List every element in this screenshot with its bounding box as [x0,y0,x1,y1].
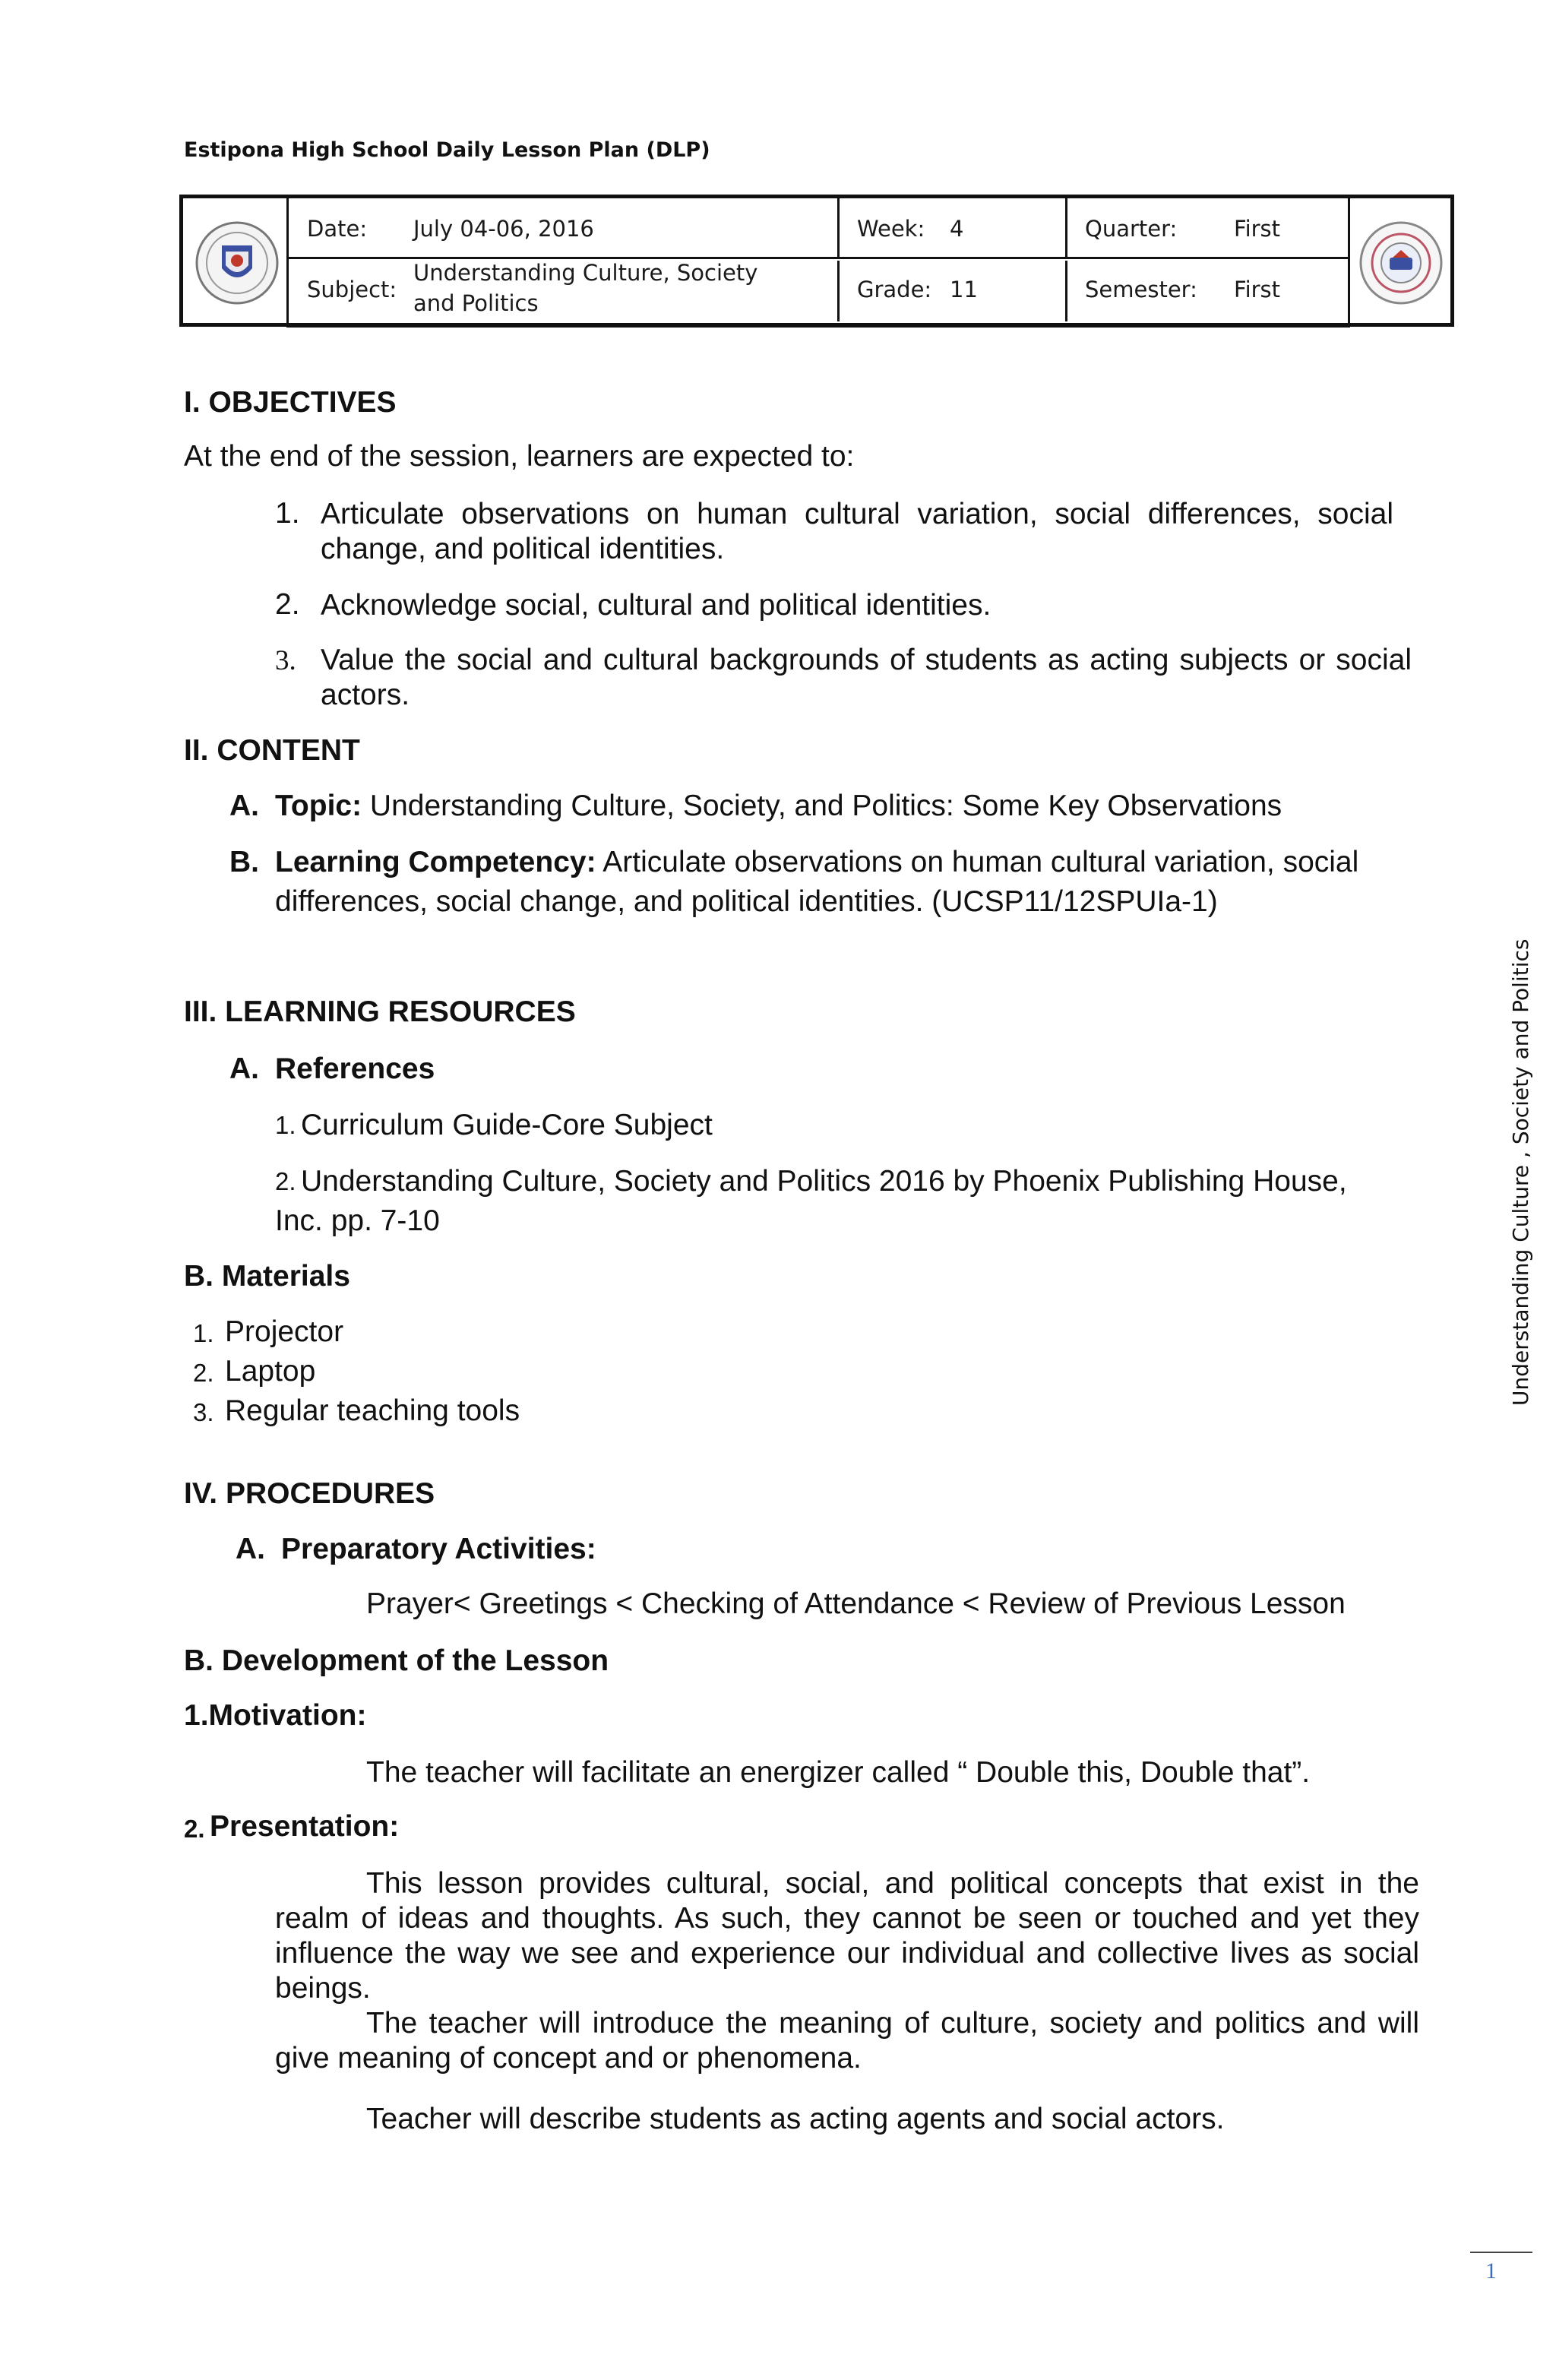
motivation-heading: 1.Motivation: [184,1699,367,1732]
presentation-para1-line3: influence the way we see and experience our individual and collective lives as social [275,1937,1419,1970]
objectives-intro: At the end of the session, learners are expected to: [184,440,855,473]
competency-text: Articulate observations on human cultural variation, social [596,846,1359,878]
quarter-value: First [1234,216,1281,242]
reference-2-text-line2: Inc. pp. 7-10 [275,1204,440,1237]
motivation-text: The teacher will facilitate an energizer called “ Double this, Double that”. [366,1756,1311,1789]
topic-label: Topic: [275,790,362,822]
references-heading: References [275,1052,435,1085]
presentation-para3: Teacher will describe students as acting agents and social actors. [366,2103,1225,2135]
grade-value: 11 [950,277,978,302]
content-topic-letter: A. [229,790,259,822]
header-table [179,195,1454,327]
competency-label: Learning Competency: [275,846,596,878]
material-3-number: 3. [193,1398,214,1426]
week-label: Week: [857,216,925,242]
content-competency [275,845,1358,880]
presentation-para1-line2: realm of ideas and thoughts. As such, they cannot be seen or touched and yet they [275,1902,1419,1935]
objective-3-number: 3. [275,645,296,676]
reference-1-text: Curriculum Guide-Core Subject [301,1109,713,1141]
content-competency-letter: B. [229,846,259,878]
page-number: 1 [1485,2258,1497,2283]
content-heading: II. CONTENT [184,734,360,767]
presentation-number: 2. [184,1815,205,1843]
subject-label: Subject: [307,277,397,302]
objective-1-number: 1. [275,497,300,530]
reference-2-number: 2. [275,1167,296,1195]
header-grid [286,198,1350,328]
references-letter: A. [229,1052,259,1085]
objective-2-line1: Acknowledge social, cultural and political identities. [321,589,991,622]
grade-label: Grade: [857,277,932,302]
resources-heading: III. LEARNING RESOURCES [184,995,576,1028]
competency-text-line2: differences, social change, and political identities. (UCSP11/12SPUIa-1) [275,885,1218,918]
side-running-title: Understanding Culture , Society and Politics [1508,938,1533,1406]
header-row-subject [289,261,1348,321]
preparatory-heading: Preparatory Activities: [281,1533,596,1565]
header-row-date [289,198,1348,259]
objective-2-number: 2. [275,588,300,621]
objective-3-line2: actors. [321,679,410,711]
subject-value-line2: and Politics [413,290,539,316]
week-value: 4 [950,216,964,242]
footer-divider [1470,2252,1532,2253]
semester-label: Semester: [1085,277,1197,302]
document-title: Estipona High School Daily Lesson Plan (DLP) [184,138,710,162]
procedures-heading: IV. PROCEDURES [184,1477,435,1510]
development-heading: B. Development of the Lesson [184,1644,609,1677]
presentation-para1-line1: This lesson provides cultural, social, and political concepts that exist in the [366,1867,1419,1900]
presentation-para2-line2: give meaning of concept and or phenomena. [275,2042,862,2075]
date-value: July 04-06, 2016 [413,216,594,242]
subject-value-line1: Understanding Culture, Society [413,260,758,286]
material-2-text: Laptop [225,1355,316,1388]
objectives-heading: I. OBJECTIVES [184,386,397,419]
material-2-number: 2. [193,1359,214,1387]
material-3-text: Regular teaching tools [225,1394,520,1427]
semester-value: First [1234,277,1281,302]
date-label: Date: [307,216,368,242]
content-topic [275,789,1282,824]
presentation-para1-line4: beings. [275,1972,371,2005]
objective-1-line2: change, and political identities. [321,533,725,565]
material-1-number: 1. [193,1319,214,1347]
deped-seal-icon [195,221,279,305]
reference-1-number: 1. [275,1111,296,1139]
topic-text: Understanding Culture, Society, and Politics: Some Key Observations [362,790,1282,822]
quarter-label: Quarter: [1085,216,1178,242]
school-seal-icon [1359,221,1443,305]
preparatory-text: Prayer< Greetings < Checking of Attendance < Review of Previous Lesson [366,1587,1346,1620]
materials-heading: B. Materials [184,1260,350,1293]
presentation-para2-line1: The teacher will introduce the meaning of culture, society and politics and will [366,2007,1419,2040]
preparatory-letter: A. [236,1533,265,1565]
presentation-heading: Presentation: [210,1810,400,1843]
objective-3-line1: Value the social and cultural backgrounds of students as acting subjects or social [321,644,1412,676]
objective-1-line1: Articulate observations on human cultural variation, social differences, social [321,498,1393,530]
material-1-text: Projector [225,1315,344,1348]
reference-2-text: Understanding Culture, Society and Politics 2016 by Phoenix Publishing House, [301,1165,1347,1198]
